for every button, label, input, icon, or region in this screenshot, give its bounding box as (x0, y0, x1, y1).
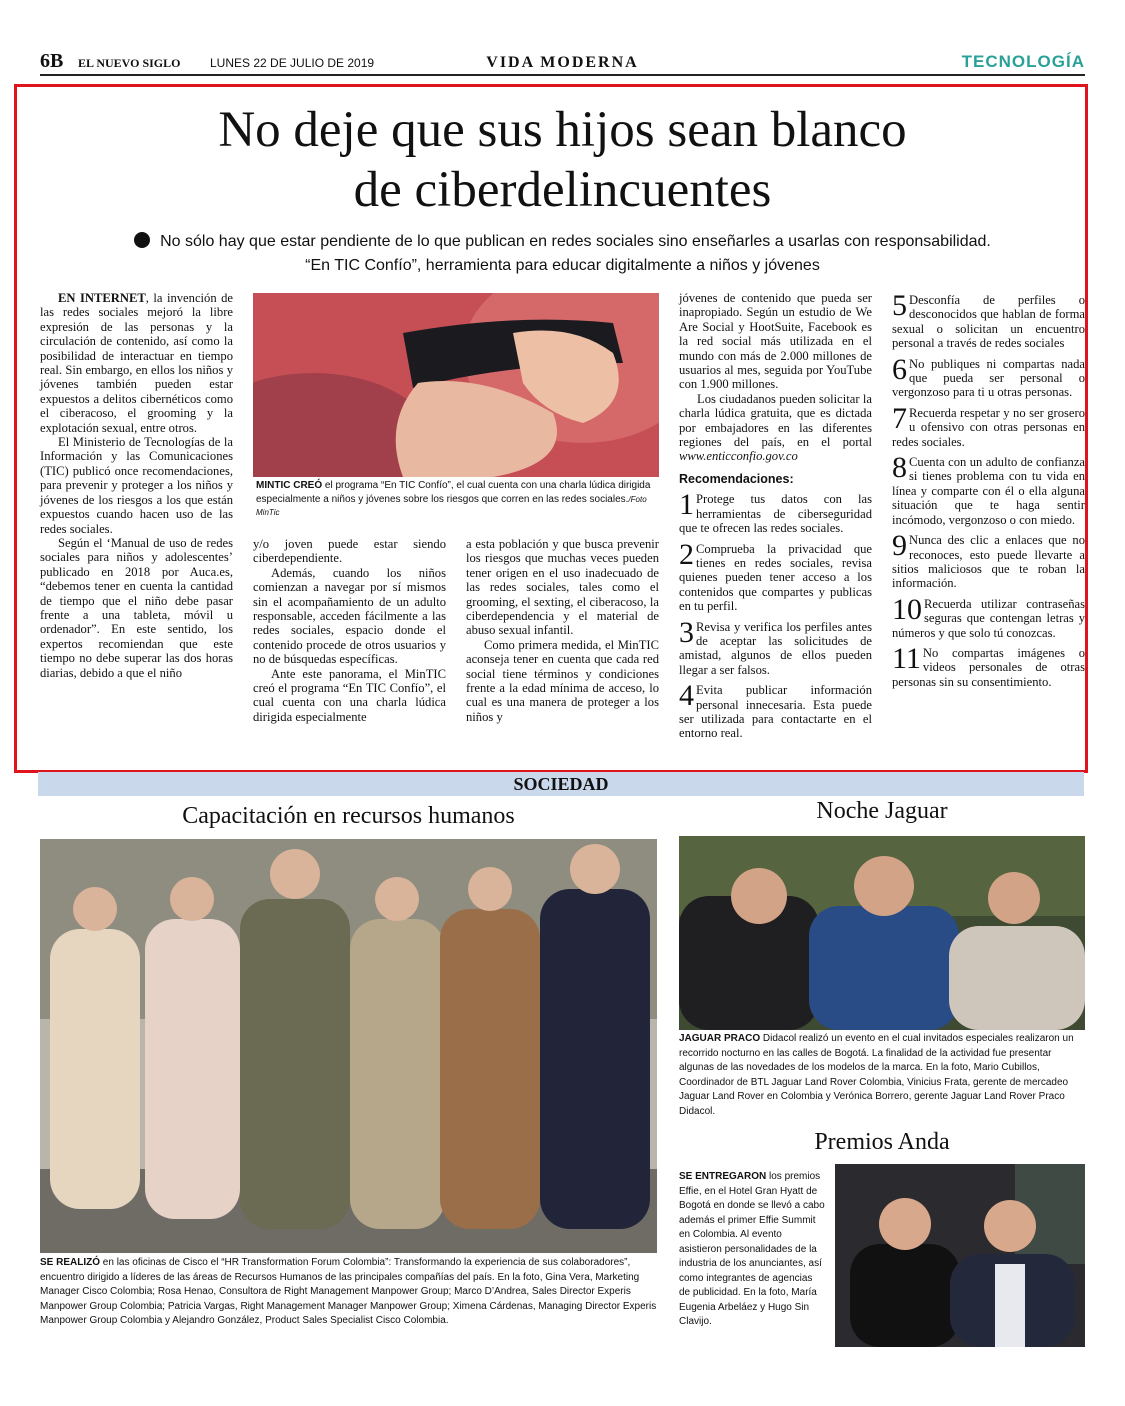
recommendation-number: 10 (892, 592, 922, 626)
recommendations-list-2 (892, 289, 1085, 689)
story2-title: Noche Jaguar (816, 798, 948, 824)
article-column-5 (892, 287, 1085, 689)
recommendation-number: 8 (892, 451, 907, 485)
recommendation-number: 3 (679, 615, 694, 649)
story3-caption-text: los premios Effie, en el Hotel Gran Hyatt de Bogotá en donde se llevó a cabo además el primer Effie Summit en Colombia. Al evento asistieron personalidades de la industria de los anunciantes, así como integrantes de agencias de publicidad. En la foto, María Eugenia Arbeláez y Hugo Sin Clavijo. (679, 1171, 825, 1327)
photo-credit: /Foto MinTic (256, 494, 647, 517)
story2-caption-text: Didacol realizó un evento en el cual invitados especiales realizaron un recorrido nocturno en las calles de Bogotá. La finalidad de la actividad fue presentar algunas de las novedades de los modelos de la marca. En la foto, Mario Cubillos, Coordinador de BTL Jaguar Land Rover Colombia, Vinicius Frata, gerente de mercadeo Jaguar Land Rover en Colombia y Verónica Borrero, gerente Jaguar Land Rover Praco Didacol. (679, 1033, 1074, 1117)
recommendation-number: 11 (892, 641, 921, 675)
recommendation-text: Recuerda utilizar contraseñas seguras que contengan letras y números y que solo tú conozcas. (892, 596, 1085, 640)
recommendation-number: 9 (892, 529, 907, 563)
newspaper-name: EL NUEVO SIGLO (78, 56, 181, 70)
article-column-1 (40, 291, 233, 680)
recommendations-list-1 (679, 488, 872, 741)
recommendations-title: Recomendaciones: (679, 471, 794, 486)
recommendation-text: Revisa y verifica los perfiles antes de aceptar las solicitudes de amistad, algunos de ellos pueden llegar a ser falsos. (679, 619, 872, 677)
recommendation-item (892, 592, 1085, 640)
col2-paragraph-3: Ante este panorama, el MinTIC creó el programa “En TIC Confío”, el cual cuenta con una charla lúdica dirigida especialmente (253, 666, 446, 724)
bullet-icon (134, 232, 150, 248)
recommendation-text: Desconfía de perfiles o desconocidos que hablan de forma sexual o solicitan un encuentro personal a través de redes sociales (892, 293, 1085, 351)
col3-paragraph-2: Como primera medida, el MinTIC aconseja tener en cuenta que cada red social tiene términos y condiciones frente a la edad mínima de acceso, lo cual es una manera de proteger a los niños y (466, 637, 659, 724)
story3-title: Premios Anda (814, 1129, 950, 1155)
recommendation-text: Cuenta con un adulto de confianza si tienes problema con tu vida en línea y comparte con él o ella alguna situación que te haga sentir incómodo, vergonzoso o con miedo. (892, 455, 1085, 527)
section-name: VIDA MODERNA (486, 54, 639, 71)
recommendation-text: Nunca des clic a enlaces que no reconoces, esto puede llevarte a sitios maliciosos que te roban la información. (892, 533, 1085, 591)
deck-line-1: No sólo hay que estar pendiente de lo que publican en redes sociales sino enseñarles a usarlas con responsabilidad. (160, 233, 991, 250)
recommendation-text: Recuerda respetar y no ser grosero u ofensivo con otras personas en redes sociales. (892, 405, 1085, 449)
issue-date: LUNES 22 DE JULIO DE 2019 (210, 56, 375, 70)
section-tag: TECNOLOGÍA (961, 52, 1085, 71)
col1-paragraph-2: El Ministerio de Tecnologías de la Información y las Comunicaciones (TIC) publicó once recomendaciones, para prevenir y proteger a los niños y jóvenes de los riesgos a los que están expuestos cuando hacen uso de las redes sociales. (40, 435, 233, 536)
story3-lead: SE ENTREGARON (679, 1171, 767, 1182)
col1-paragraph-1: , la invención de las redes sociales mejoró la libre expresión de las personas y la circulación de contenido, así como la posibilidad de interactuar en tiempo real. Sin embargo, en ellos los niños y jóvenes también pueden estar expuestos a delitos cibernéticos como el ciberacoso, el grooming y la explotación sexual, entre otros. (40, 291, 233, 435)
recommendation-item (892, 289, 1085, 351)
story1-caption (40, 1256, 657, 1329)
col2-paragraph-2: Además, cuando los niños comienzan a navegar por sí mismos sin el acompañamiento de un adulto responsable, acceden fácilmente a las redes sociales, espacio donde el contenido procede de otros usuarios y no de búsquedas específicas. (253, 565, 446, 667)
recommendation-number: 2 (679, 537, 694, 571)
recommendation-number: 6 (892, 352, 907, 386)
col4-paragraph-2: Los ciudadanos pueden solicitar la charla lúdica gratuita, que es dictada por embajadores en las diferentes regiones del país, en el portal (679, 391, 872, 450)
article-column-3 (466, 537, 659, 724)
col2-paragraph-1: y/o joven puede estar siendo ciberdependiente. (253, 537, 446, 566)
story3-caption (679, 1170, 825, 1330)
recommendation-number: 5 (892, 289, 907, 322)
portal-link[interactable]: www.enticconfio.gov.co (679, 449, 798, 464)
article-headline (14, 100, 1111, 220)
recommendation-item (679, 537, 872, 614)
hr-group-photo (40, 839, 657, 1253)
story1-caption-text: en las oficinas de Cisco el “HR Transformation Forum Colombia”: Transformando la experiencia de sus colaboradores”, encuentro dirigido a líderes de las áreas de Recursos Humanos de las principales compañías del país. En la foto, Gina Vera, Marketing Manager Cisco Colombia; Rosa Henao, Consultora de Right Management Manpower Group; Marco D’Andrea, Sales Director Experis Manpower Group Colombia; Patricia Vargas, Right Management Manager Manpower Group; Ximena Cárdenas, Managing Director Experis Manpower Group Colombia y Alejandro González, Product Sales Specialist Cisco Colombia. (40, 1257, 657, 1326)
page-header (40, 50, 1085, 76)
caption-text: el programa “En TIC Confío”, el cual cuenta con una charla lúdica dirigida especialmente a niños y jóvenes sobre los riesgos que corren en las redes sociales. (256, 480, 651, 505)
recommendation-item (679, 615, 872, 678)
recommendation-text: Evita publicar información personal innecesaria. Esta puede ser utilizada para contactarte en el entorno real. (679, 683, 872, 741)
photo-caption (256, 479, 656, 520)
story1-title: Capacitación en recursos humanos (182, 803, 515, 829)
recommendation-number: 4 (679, 679, 694, 713)
recommendation-item (679, 488, 872, 536)
lead-in: EN INTERNET (58, 291, 146, 305)
col1-paragraph-3: Según el ‘Manual de uso de redes sociales para niños y adolescentes’ publicado en 2018 por Auca.es, “debemos tener en cuenta la cantidad de tiempo que el niño debe pasar frente a una tableta, móvil u ordenador”. En este sentido, los expertos recomiendan que este tiempo no debe superar las dos horas diarias, debido a que el niño (40, 535, 233, 680)
phone-photo (253, 293, 659, 477)
recommendation-item (892, 451, 1085, 527)
recommendation-number: 1 (679, 488, 694, 522)
recommendation-text: Protege tus datos con las herramientas de ciberseguridad que te ofrecen las redes sociales. (679, 492, 872, 536)
article-deck (44, 230, 1081, 278)
article-column-2 (253, 537, 446, 724)
headline-line-2: de ciberdelincuentes (353, 162, 772, 218)
recommendation-item (892, 641, 1085, 689)
story1-lead: SE REALIZÓ (40, 1257, 101, 1268)
recommendation-item (892, 352, 1085, 400)
headline-line-1: No deje que sus hijos sean blanco (218, 102, 907, 158)
col4-paragraph-1: jóvenes de contenido que pueda ser inapropiado. Según un estudio de We Are Social y HootSuite, Facebook es la red social más utilizada en el mundo con más de 2.000 millones de usuarios al mes, seguida por YouTube con 1.900 millones. (679, 291, 872, 392)
society-section-bar: SOCIEDAD (38, 772, 1084, 796)
recommendation-text: No compartas imágenes o videos personales de otras personas sin su consentimiento. (892, 645, 1085, 689)
caption-lead: MINTIC CREÓ (256, 480, 323, 491)
recommendation-item (679, 679, 872, 741)
col3-paragraph-1: a esta población y que busca prevenir los riesgos que muchas veces pueden tener origen en el uso inadecuado de las redes sociales, tales como el grooming, el sexting, el ciberacoso, la ciberdependencia y el material de abuso sexual infantil. (466, 537, 659, 638)
article-column-4 (679, 291, 872, 741)
effie-awards-photo (835, 1164, 1085, 1347)
page-number: 6B (40, 50, 64, 72)
recommendation-number: 7 (892, 401, 907, 435)
jaguar-event-photo (679, 836, 1085, 1030)
recommendation-item (892, 529, 1085, 591)
story2-lead: JAGUAR PRACO (679, 1033, 761, 1044)
recommendation-text: No publiques ni compartas nada que pueda ser personal o vergonzoso para ti u otras personas. (892, 356, 1085, 400)
recommendation-item (892, 401, 1085, 449)
recommendation-text: Comprueba la privacidad que tienes en redes sociales, revisa quienes pueden tener acceso a los contenidos que compartes y publicas en tu perfil. (679, 541, 872, 614)
deck-line-2: “En TIC Confío”, herramienta para educar digitalmente a niños y jóvenes (305, 257, 820, 274)
story2-caption (679, 1032, 1085, 1119)
